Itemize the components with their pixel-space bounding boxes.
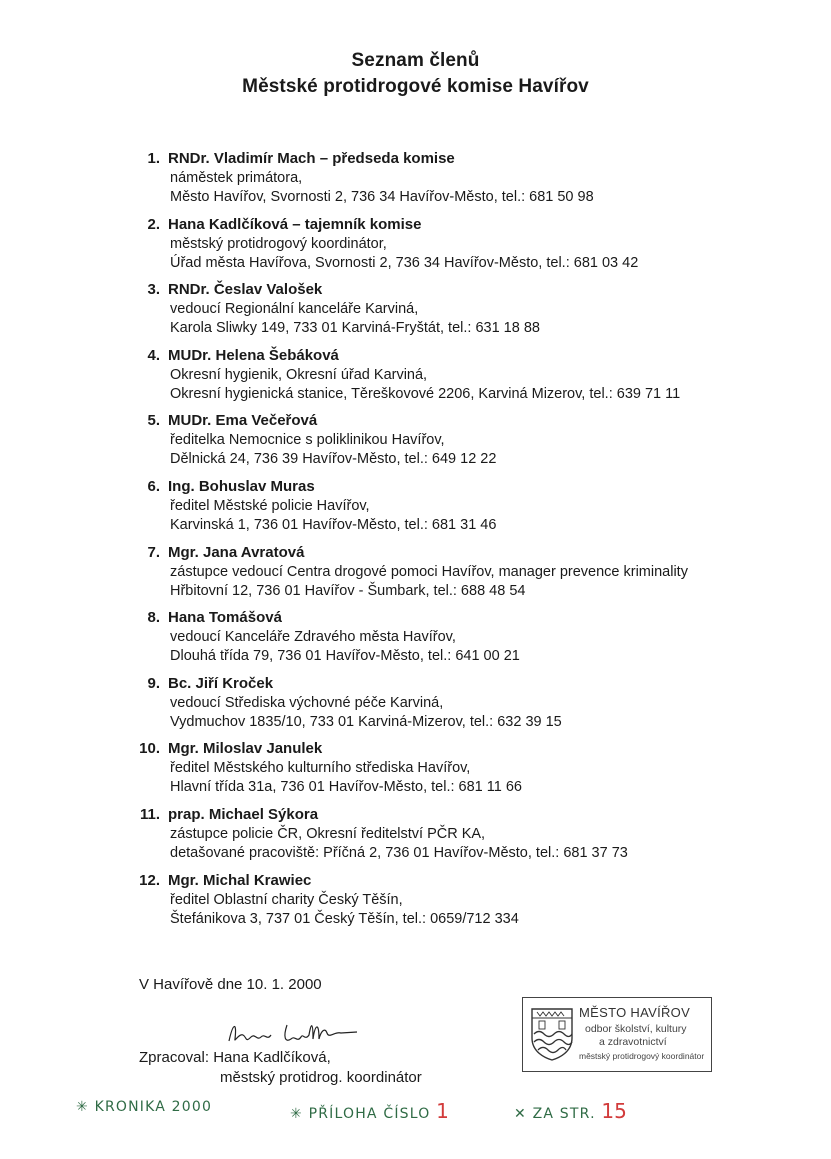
stamp-line-3: a zdravotnictví: [599, 1036, 667, 1048]
member-address: Štefánikova 3, 737 01 Český Těšín, tel.: 0659/712 334: [170, 910, 519, 927]
member-entry: [0, 872, 831, 938]
member-entry: [0, 806, 831, 872]
member-entry: [0, 347, 831, 413]
member-number: 9.: [147, 674, 160, 692]
member-address: Město Havířov, Svornosti 2, 736 34 Havířov-Město, tel.: 681 50 98: [170, 189, 594, 205]
member-role: zástupce policie ČR, Okresní ředitelství PČR KA,: [170, 826, 486, 842]
member-name: Mgr. Jana Avratová: [168, 543, 305, 561]
city-crest-icon: [529, 1006, 575, 1062]
member-address: Karvinská 1, 736 01 Havířov-Město, tel.: 681 31 46: [170, 517, 497, 533]
member-number: 8.: [147, 609, 160, 627]
member-entry: [0, 740, 831, 806]
handwritten-note-chronicle: ✳ KRONIKA 2000: [76, 1099, 213, 1115]
attachment-number: 1: [436, 1099, 449, 1123]
document-subtitle: Městské protidrogové komise Havířov: [242, 76, 589, 97]
member-role: ředitelka Nemocnice s poliklinikou Havířov,: [170, 432, 445, 449]
member-address: Dělnická 24, 736 39 Havířov-Město, tel.: 649 12 22: [170, 451, 497, 468]
member-name: Hana Kadlčíková – tajemník komise: [168, 215, 422, 233]
member-role: městský protidrogový koordinátor,: [170, 235, 387, 252]
member-number: 5.: [147, 412, 160, 430]
stamp-line-1: MĚSTO HAVÍŘOV: [579, 1005, 691, 1020]
member-entry: [0, 412, 831, 478]
member-role: ředitel Městské policie Havířov,: [170, 498, 370, 514]
stamp-line-2: odbor školství, kultury: [585, 1023, 687, 1035]
page-label: ✕ ZA STR.: [514, 1106, 596, 1122]
member-name: Mgr. Michal Krawiec: [168, 871, 312, 889]
document-title: Seznam členů: [351, 50, 480, 71]
member-entry: [0, 281, 831, 347]
member-number: 4.: [147, 346, 160, 364]
member-entry: [0, 675, 831, 741]
member-number: 2.: [147, 215, 160, 233]
official-stamp: [522, 997, 712, 1072]
page-number: 15: [601, 1099, 627, 1123]
member-role: vedoucí Kanceláře Zdravého města Havířov,: [170, 629, 456, 646]
member-role: náměstek primátora,: [170, 170, 303, 186]
member-number: 11.: [139, 806, 160, 823]
member-entry: [0, 216, 831, 282]
member-name: MUDr. Ema Večeřová: [168, 412, 318, 430]
member-role: vedoucí Regionální kanceláře Karviná,: [170, 301, 419, 318]
member-number: 6.: [147, 478, 160, 495]
member-name: MUDr. Helena Šebáková: [168, 346, 339, 364]
processed-by: Zpracoval: Hana Kadlčíková,: [139, 1049, 331, 1066]
handwritten-note-attachment: [290, 1099, 449, 1123]
member-entry: [0, 544, 831, 610]
member-address: Dlouhá třída 79, 736 01 Havířov-Město, tel.: 641 00 21: [170, 648, 520, 665]
member-role: Okresní hygienik, Okresní úřad Karviná,: [170, 366, 428, 383]
member-role: zástupce vedoucí Centra drogové pomoci Havířov, manager prevence kriminality: [170, 563, 688, 580]
member-role: ředitel Oblastní charity Český Těšín,: [170, 891, 403, 908]
member-address: Hřbitovní 12, 736 01 Havířov - Šumbark, tel.: 688 48 54: [170, 582, 526, 599]
stamp-line-4: městský protidrogový koordinátor: [579, 1051, 705, 1061]
member-address: detašované pracoviště: Příčná 2, 736 01 Havířov-Město, tel.: 681 37 73: [170, 845, 628, 861]
member-address: Karola Sliwky 149, 733 01 Karviná-Fryštát, tel.: 631 18 88: [170, 320, 540, 337]
member-role: vedoucí Střediska výchovné péče Karviná,: [170, 694, 444, 711]
member-name: Ing. Bohuslav Muras: [168, 478, 315, 495]
member-entry: [0, 478, 831, 544]
member-name: Mgr. Miloslav Janulek: [168, 740, 323, 758]
member-name: RNDr. Vladimír Mach – předseda komise: [168, 150, 455, 167]
signature: [225, 1013, 375, 1051]
handwritten-note-page: [514, 1099, 627, 1123]
member-number: 12.: [139, 871, 160, 889]
member-number: 7.: [147, 543, 160, 561]
member-name: Bc. Jiří Kroček: [168, 674, 274, 692]
member-address: Hlavní třída 31a, 736 01 Havířov-Město, tel.: 681 11 66: [170, 779, 522, 796]
member-role: ředitel Městského kulturního střediska Havířov,: [170, 760, 471, 777]
member-number: 3.: [147, 281, 160, 299]
member-address: Vydmuchov 1835/10, 733 01 Karviná-Mizerov, tel.: 632 39 15: [170, 713, 562, 730]
processed-role: městský protidrog. koordinátor: [220, 1069, 422, 1086]
member-name: prap. Michael Sýkora: [168, 806, 319, 823]
member-name: Hana Tomášová: [168, 609, 282, 627]
place-date: V Havířově dne 10. 1. 2000: [139, 976, 322, 993]
member-number: 1.: [147, 150, 160, 167]
attachment-label: ✳ PŘÍLOHA ČÍSLO: [290, 1106, 431, 1122]
member-name: RNDr. Česlav Valošek: [168, 281, 323, 299]
member-address: Úřad města Havířova, Svornosti 2, 736 34 Havířov-Město, tel.: 681 03 42: [170, 254, 639, 271]
member-number: 10.: [139, 740, 160, 758]
member-entry: [0, 150, 831, 216]
member-entry: [0, 609, 831, 675]
member-address: Okresní hygienická stanice, Těreškovové 2206, Karviná Mizerov, tel.: 639 71 11: [170, 385, 681, 402]
